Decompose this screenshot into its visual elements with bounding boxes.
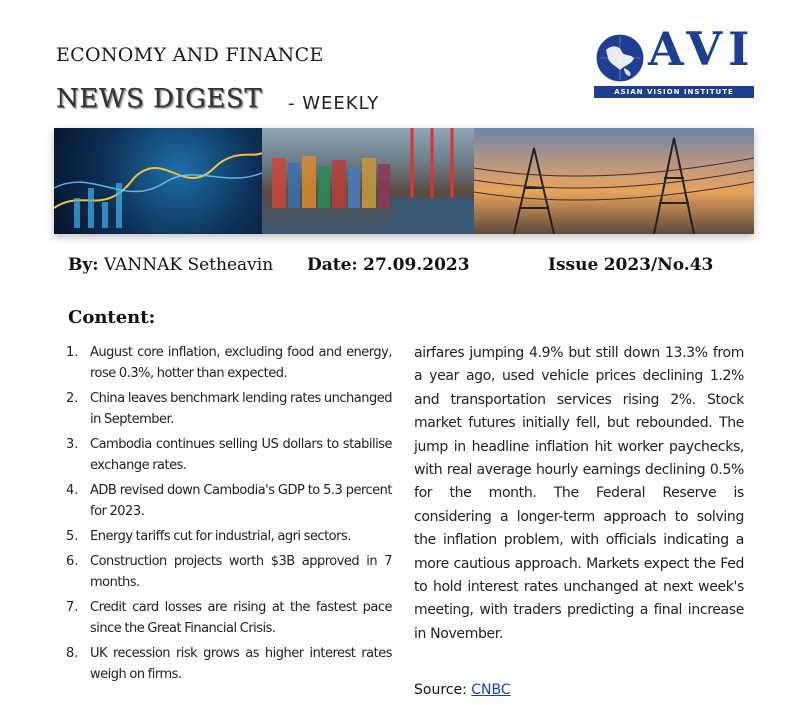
frequency-label: - WEEKLY: [288, 93, 380, 114]
item-number: 6.: [66, 554, 79, 569]
issue-value: 2023/No.43: [603, 255, 714, 275]
power-lines-image: [474, 128, 754, 234]
content-heading: Content:: [68, 307, 156, 328]
item-number: 8.: [66, 646, 79, 661]
source-label: Source:: [414, 682, 467, 698]
list-item: [62, 526, 392, 547]
item-text: August core inflation, excluding food and energy, rose 0.3%, hotter than expected.: [90, 345, 392, 381]
logo-tagline: ASIAN VISION INSTITUTE: [594, 86, 754, 98]
header-banner: [54, 128, 754, 234]
author-line: [68, 255, 273, 275]
author-name: VANNAK Setheavin: [103, 255, 274, 275]
issue-label: Issue: [548, 255, 599, 275]
logo-letters: AVI: [648, 22, 756, 76]
source-line: [414, 682, 511, 698]
item-text: Energy tariffs cut for industrial, agri sectors.: [90, 529, 351, 544]
list-item: [62, 388, 392, 430]
list-item: [62, 643, 392, 685]
date-value: 27.09.2023: [363, 255, 470, 275]
item-number: 4.: [66, 483, 79, 498]
item-number: 2.: [66, 391, 79, 406]
date-label: Date:: [307, 255, 358, 275]
item-text: Construction projects worth $3B approved in 7 months.: [90, 554, 392, 590]
container-port-image: [262, 128, 474, 234]
item-text: China leaves benchmark lending rates unchanged in September.: [90, 391, 392, 427]
item-number: 3.: [66, 437, 79, 452]
section-title: ECONOMY AND FINANCE: [56, 44, 324, 66]
item-number: 7.: [66, 600, 79, 615]
item-text: UK recession risk grows as higher interest rates weigh on firms.: [90, 646, 392, 682]
source-link[interactable]: CNBC: [471, 682, 511, 698]
list-item: [62, 480, 392, 522]
item-text: ADB revised down Cambodia's GDP to 5.3 percent for 2023.: [90, 483, 392, 519]
list-item: [62, 434, 392, 476]
list-item: [62, 551, 392, 593]
item-number: 1.: [66, 345, 79, 360]
item-text: Credit card losses are rising at the fastest pace since the Great Financial Crisis.: [90, 600, 392, 636]
headline-list: [62, 342, 392, 689]
list-item: [62, 342, 392, 384]
item-text: Cambodia continues selling US dollars to stabilise exchange rates.: [90, 437, 392, 473]
date-line: [307, 255, 470, 275]
avi-logo: [594, 22, 756, 98]
list-item: [62, 597, 392, 639]
issue-line: [548, 255, 713, 275]
item-number: 5.: [66, 529, 79, 544]
newsletter-title: NEWS DIGEST: [56, 84, 263, 114]
globe-icon: [594, 32, 646, 84]
article-body: airfares jumping 4.9% but still down 13.3% from a year ago, used vehicle prices declining 1.2% and transportation services rising 2%. Stock market futures initially fell, but rebounded. The jump in headline inflation hit worker paychecks, with real average hourly earnings declining 0.5% for the month. The Federal Reserve is considering a longer-term approach to solving the inflation problem, with officials indicating a more cautious approach. Markets expect the Fed to hold interest rates unchanged at next week's meeting, with traders predicting a final increase in November.: [414, 345, 744, 642]
digital-finance-image: [54, 128, 262, 234]
by-label: By:: [68, 255, 99, 275]
